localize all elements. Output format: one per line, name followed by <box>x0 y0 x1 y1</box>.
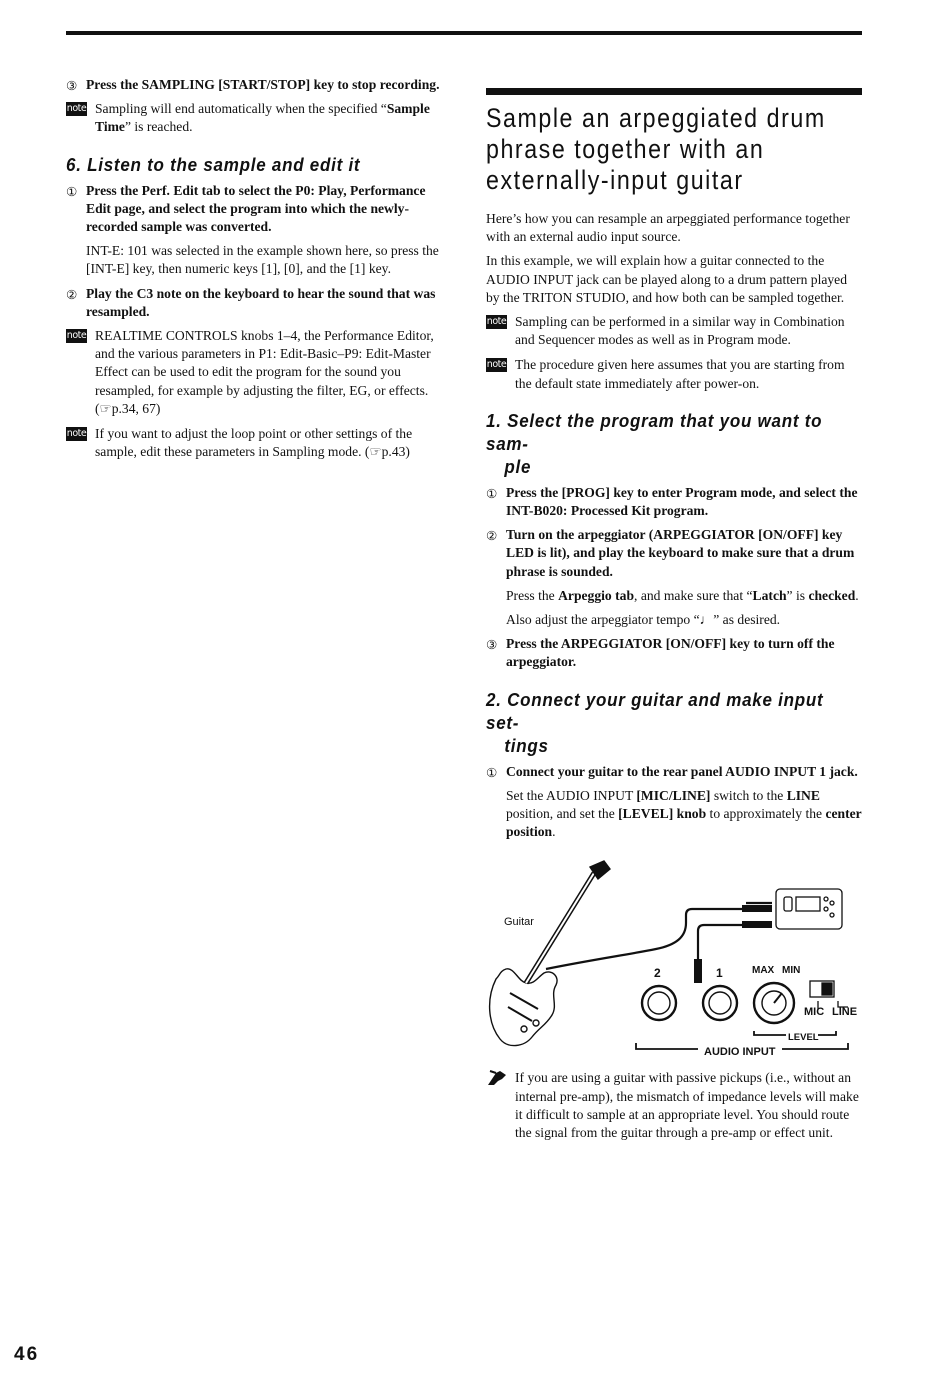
warning-passive-pickups: If you are using a guitar with passive pickups (i.e., without an internal pre-amp), the mismatch of impedance levels will make it difficult to sample at an appropriate level. You should route the signal from the guitar through a pre-amp or effect unit. <box>486 1069 862 1142</box>
s6-body-1: INT-E: 101 was selected in the example shown here, so press the [INT-E] key, then numeric keys [1], [0], and the [1] key. <box>86 243 439 277</box>
triton-device-icon <box>776 889 842 929</box>
jack-2-label: 2 <box>654 966 661 981</box>
plug-lower <box>742 921 772 928</box>
guitar-connection-figure <box>486 859 862 1059</box>
section-1-heading: 1. Select the program that you want to sam- ple <box>486 409 823 477</box>
step-number-circle: ③ <box>486 637 498 653</box>
note-icon: note <box>66 330 87 342</box>
main-title: Sample an arpeggiated drum phrase together with an externally-input guitar <box>486 103 826 195</box>
jack-1-label: 1 <box>716 966 723 981</box>
audio-input-jacks <box>642 983 794 1023</box>
right-column <box>486 82 862 1149</box>
warning-hand-icon <box>486 1069 508 1092</box>
step-number-circle: ① <box>486 485 498 501</box>
intro-paragraph-2: In this example, we will explain how a guitar connected to the AUDIO INPUT jack can be played along to a drum pattern played by the TRITON STUDIO, and how both can be sampled together. <box>486 253 848 305</box>
step-number-circle: ② <box>66 286 78 302</box>
max-label: MAX <box>752 965 775 977</box>
s1-body-arpeggio-tab: Press the Arpeggio tab, and make sure that “Latch” is checked. <box>506 587 859 603</box>
s2-step-1: ① Connect your guitar to the rear panel AUDIO INPUT 1 jack. <box>486 763 862 781</box>
s1-step-2: ② Turn on the arpeggiator (ARPEGGIATOR [ON/OFF] key LED is lit), and play the keyboard to make sure that a drum phrase is sounded. <box>486 527 855 579</box>
s6-step-1: ① Press the Perf. Edit tab to select the P0: Play, Performance Edit page, and select the program into which the newly-recorded sample was converted. <box>66 182 426 235</box>
note-sample-time: note Sampling will end automatically when the specified “Sample Time” is reached. <box>66 101 430 135</box>
s1-step-3: ③ Press the ARPEGGIATOR [ON/OFF] key to turn off the arpeggiator. <box>486 636 835 670</box>
step-number-circle: ① <box>66 183 78 199</box>
step-number-circle: ① <box>486 764 498 780</box>
note-other-modes: note Sampling can be performed in a similar way in Combination and Sequencer modes as well as in Program mode. <box>486 314 845 348</box>
step-number-circle: ③ <box>66 78 78 93</box>
note-icon: note <box>66 428 87 440</box>
guitar-label: Guitar <box>504 916 534 929</box>
note-loop-point: note If you want to adjust the loop point or other settings of the sample, edit these parameters in Sampling mode. (☞p.43) <box>66 426 413 460</box>
intro-paragraph-1: Here’s how you can resample an arpeggiated performance together with an external audio input source. <box>486 211 850 245</box>
left-column <box>66 76 440 468</box>
heading-rule <box>486 88 862 95</box>
s6-step-2: ② Play the C3 note on the keyboard to hear the sound that was resampled. <box>66 285 436 319</box>
note-icon: note <box>486 359 507 371</box>
section-6-heading: 6. Listen to the sample and edit it <box>66 153 361 175</box>
guitar-illustration <box>490 861 610 1046</box>
level-label: LEVEL <box>788 1032 819 1044</box>
note-icon: note <box>66 103 87 115</box>
s1-body-tempo: Also adjust the arpeggiator tempo “♩” as desired. <box>506 612 781 628</box>
s1-step-1: ① Press the [PROG] key to enter Program mode, and select the INT-B020: Processed Kit program. <box>486 484 858 519</box>
plug-upper <box>742 905 772 912</box>
min-label: MIN <box>782 965 801 977</box>
section-2-heading: 2. Connect your guitar and make input set- tings <box>486 688 824 756</box>
top-rule <box>66 31 862 35</box>
cables <box>546 903 772 969</box>
step-number-circle: ② <box>486 528 498 544</box>
note-realtime-controls: note REALTIME CONTROLS knobs 1–4, the Performance Editor, and the various parameters in P1: Edit-Basic–P9: Edit-Master Effect can be used to edit the program for the sound you resampled, for example by adjusting the filter, EG, or effects. (☞p.34, 67) <box>66 328 434 416</box>
note-default-state: note The procedure given here assumes that you are starting from the default state immediately after power-on. <box>486 357 845 391</box>
line-label: LINE <box>832 1006 858 1019</box>
plug-guitar <box>694 959 702 983</box>
page-number: 46 <box>14 1344 40 1365</box>
mic-label: MIC <box>804 1006 825 1019</box>
s2-body-settings: Set the AUDIO INPUT [MIC/LINE] switch to the LINE position, and set the [LEVEL] knob to approximately the center position. <box>506 787 862 840</box>
audio-input-label: AUDIO INPUT <box>704 1046 776 1059</box>
step-3-stop-recording: ③ Press the SAMPLING [START/STOP] key to stop recording. <box>66 76 440 94</box>
note-icon: note <box>486 316 507 328</box>
